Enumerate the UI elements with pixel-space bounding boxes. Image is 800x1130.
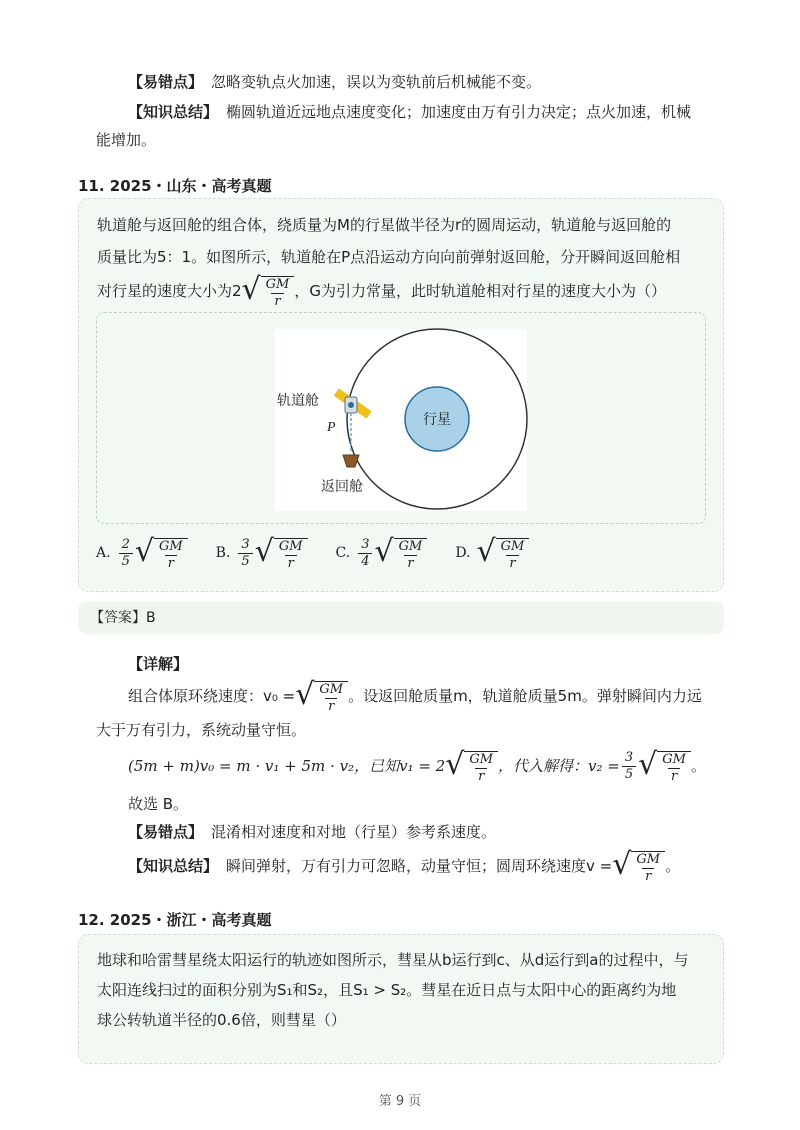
detail-line-2: 大于万有引力，系统动量守恒。 [96, 721, 307, 739]
error-point-text: 忽略变轨点火加速，误以为变轨前后机械能不变。 [211, 73, 542, 91]
question-12-line-3: 球公转轨道半径的0.6倍，则彗星（） [97, 1011, 346, 1029]
options-row [96, 533, 557, 573]
question-11-title: 11. 2025・山东・高考真题 [78, 177, 272, 195]
figure-box [96, 312, 706, 524]
question-11-line-3-b: ，G为引力常量，此时轨道舱相对行星的速度大小为（） [294, 282, 667, 300]
question-11-line-3-a: 对行星的速度大小为2 [97, 282, 242, 300]
detail-tag: 【详解】 [128, 655, 189, 673]
orbit-diagram [97, 313, 705, 523]
detail-line-1: 组合体原环绕速度：v₀ = √ $\frac{GM}{r}$ 。设返回舱质量m，轨道舱质量5m。弹射瞬间内力远 [128, 677, 702, 714]
frac-numerator: GM [265, 277, 290, 292]
error-point-paragraph [128, 68, 720, 96]
figure-background [275, 329, 527, 511]
option-c[interactable]: C. $\frac{3}{4}$ √ $\frac{GM}{r}$ [336, 534, 428, 572]
option-b[interactable]: B. $\frac{3}{5}$ √ $\frac{GM}{r}$ [216, 534, 308, 572]
option-a[interactable]: A. $\frac{2}{5}$ √ $\frac{GM}{r}$ [96, 534, 188, 572]
option-d[interactable]: D. √ $\frac{GM}{r}$ [455, 534, 529, 572]
knowledge-summary-continued: 能增加。 [96, 131, 157, 149]
error-point-2: 【易错点】 混淆相对速度和对地（行星）参考系速度。 [128, 823, 497, 841]
knowledge-summary-2: 【知识总结】 瞬间弹射，万有引力可忽略，动量守恒；圆周环绕速度v = √ $\frac{GM}{r}$ 。 [128, 847, 681, 884]
frac-denominator: r [271, 293, 283, 310]
error-point-tag: 【易错点】 [128, 73, 204, 91]
question-12-line-2: 太阳连线扫过的面积分别为S₁和S₂，且S₁ > S₂。彗星在近日点与太阳中心的距离约为地 [97, 981, 677, 999]
label-return: 返回舱 [321, 478, 363, 494]
detail-line-4: 故选 B。 [128, 795, 189, 813]
label-orbiter: 轨道舱 [277, 392, 319, 408]
answer-bar: 【答案】B [78, 602, 724, 634]
knowledge-summary-paragraph [128, 98, 720, 126]
detail-line-3: (5m + m)v₀ = m · v₁ + 5m · v₂，已知v₁ = 2 √ $\frac{GM}{r}$ ，代入解得：v₂ = $\frac{3}{5}$ √ $\frac{GM}{r}$ 。 [128, 747, 706, 784]
knowledge-summary-text-a: 椭圆轨道近远地点速度变化；加速度由万有引力决定；点火加速，机械 [226, 103, 692, 121]
label-planet: 行星 [423, 411, 451, 427]
page-number: 第 9 页 [378, 1094, 422, 1109]
label-p: P [327, 420, 336, 435]
knowledge-summary-tag: 【知识总结】 [128, 103, 219, 121]
question-12-line-1: 地球和哈雷彗星绕太阳运行的轨迹如图所示，彗星从b运行到c、从d运行到a的过程中，与 [97, 951, 689, 969]
question-11-line-2: 质量比为5：1。如图所示，轨道舱在P点沿运动方向向前弹射返回舱，分开瞬间返回舱相 [97, 248, 681, 266]
question-11-line-3 [97, 273, 705, 309]
question-12-title: 12. 2025・浙江・高考真题 [78, 911, 272, 929]
question-11-line-1: 轨道舱与返回舱的组合体，绕质量为M的行星做半径为r的圆周运动，轨道舱与返回舱的 [97, 216, 672, 234]
question-12-box [78, 934, 724, 1064]
sqrt-gm-r: √ $\frac{GM}{r}$ [242, 272, 295, 310]
